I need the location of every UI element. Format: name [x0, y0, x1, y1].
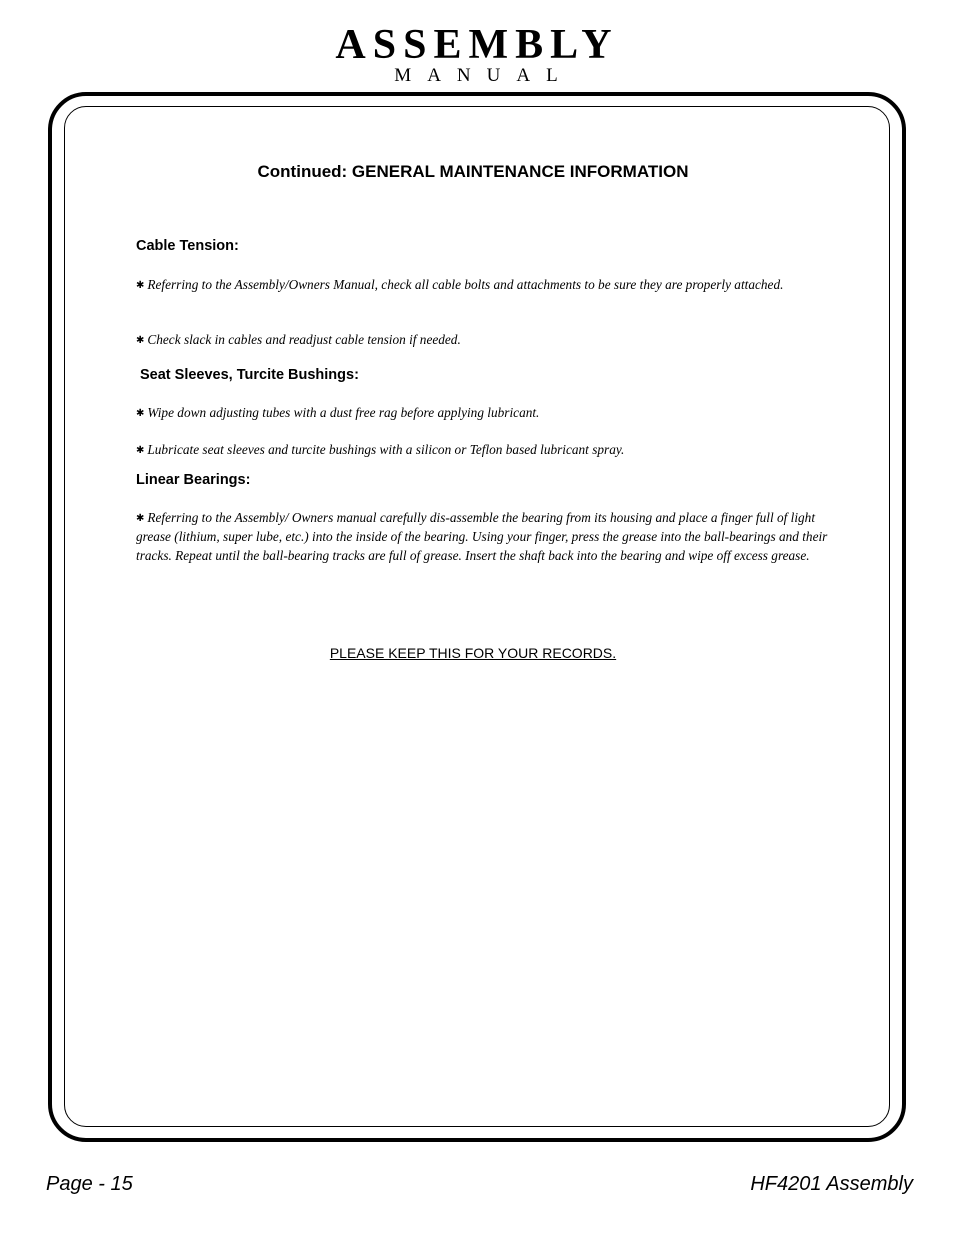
bullet-icon: ✱ — [136, 408, 145, 419]
list-item — [136, 276, 836, 295]
cable-tension-item-1: Referring to the Assembly/Owners Manual, check all cable bolts and attachments to be sure they are properly attached. — [147, 277, 784, 292]
model-label: HF4201 Assembly — [750, 1173, 913, 1195]
list-item — [136, 509, 836, 565]
list-item — [136, 404, 836, 423]
inner-frame — [64, 106, 890, 1127]
records-note: PLEASE KEEP THIS FOR YOUR RECORDS. — [329, 645, 617, 661]
linear-bearings-item-1: Referring to the Assembly/ Owners manual carefully dis-assemble the bearing from its housing and place a finger full of light grease (lithium, super lube, etc.) into the inside of the bearing. Using your finger, press the grease into the ball-bearings and their tracks. Repeat until the ball-bearing tracks are full of grease. Insert the shaft back into the bearing and wipe off excess grease. — [136, 510, 828, 563]
heading-linear-bearings: Linear Bearings: — [136, 472, 251, 488]
seat-sleeves-item-1: Wipe down adjusting tubes with a dust free rag before applying lubricant. — [147, 405, 540, 420]
section-title: Continued: GENERAL MAINTENANCE INFORMATION — [257, 162, 689, 181]
manual-title: ASSEMBLY — [335, 22, 619, 68]
manual-subtitle: MANUAL — [394, 65, 574, 86]
heading-cable-tension: Cable Tension: — [136, 238, 239, 254]
bullet-icon: ✱ — [136, 445, 145, 456]
heading-seat-sleeves: Seat Sleeves, Turcite Bushings: — [140, 367, 359, 383]
list-item — [136, 331, 836, 350]
bullet-icon: ✱ — [136, 513, 145, 524]
page-number: Page - 15 — [46, 1173, 133, 1195]
cable-tension-item-2: Check slack in cables and readjust cable tension if needed. — [147, 332, 461, 347]
seat-sleeves-item-2: Lubricate seat sleeves and turcite bushings with a silicon or Teflon based lubricant spray. — [147, 442, 625, 457]
list-item — [136, 441, 836, 460]
bullet-icon: ✱ — [136, 335, 145, 346]
bullet-icon: ✱ — [136, 280, 145, 291]
